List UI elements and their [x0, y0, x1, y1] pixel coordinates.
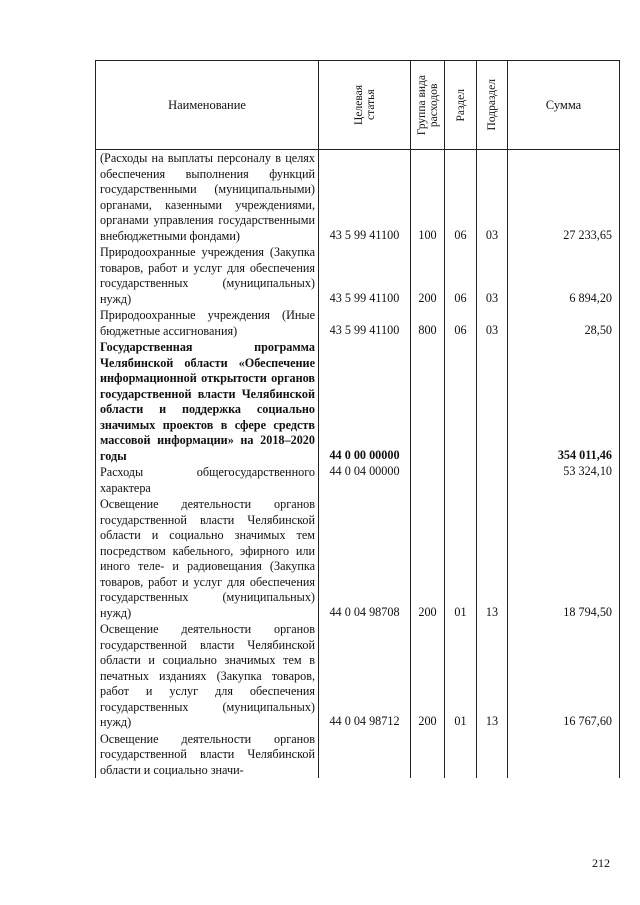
- row-name-text: Освещение деятельности органов государственной власти Челябинской области и социально значи-: [100, 731, 315, 777]
- header-section: Раздел: [454, 88, 467, 122]
- row-name: [96, 244, 319, 307]
- row-target-article-text: 44 0 04 98708: [329, 604, 400, 619]
- row-expense-group: [411, 339, 445, 464]
- row-name-text: Расходы общегосударственного характера: [100, 465, 315, 495]
- row-section-text: 01: [454, 714, 467, 728]
- header-subsection: Подраздел: [486, 79, 498, 131]
- row-sum-text: 18 794,50: [563, 604, 612, 619]
- row-name-text: Природоохранные учреждения (Закупка товаров, работ и услуг для обеспечения государственных (муниципальных) нужд): [100, 245, 315, 306]
- table-row: [96, 621, 619, 731]
- row-sum: [508, 307, 619, 339]
- row-name-text: Освещение деятельности органов государственной власти Челябинской области и социально значимых тем в печатных изданиях (Закупка товаров, работ и услуг для обеспечения государственных (муниципальных) нужд): [100, 622, 315, 729]
- row-expense-group-text: 200: [418, 604, 437, 619]
- row-expense-group: [411, 496, 445, 621]
- row-sum: [508, 731, 619, 779]
- row-sum-text: 6 894,20: [569, 290, 612, 305]
- row-name-text: Освещение деятельности органов государственной власти Челябинской области и социально значимых тем посредством кабельного, эфирного или иного теле- и радиовещания (Закупка товаров, работ и услуг для обеспечения государственных (муниципальных) нужд): [100, 497, 315, 620]
- row-subsection-text: 03: [485, 322, 499, 337]
- row-sum: [508, 621, 619, 731]
- row-subsection-text: 03: [485, 290, 499, 305]
- budget-table: [95, 60, 620, 778]
- row-subsection: [477, 731, 508, 779]
- table-row: [96, 244, 619, 307]
- row-sum: [508, 496, 619, 621]
- row-name: [96, 307, 319, 339]
- row-subsection: [477, 621, 508, 731]
- table-row: [96, 496, 619, 621]
- row-section-text: 06: [454, 322, 467, 337]
- row-section: [445, 621, 477, 731]
- row-section: [445, 244, 477, 307]
- row-expense-group-text: 800: [418, 322, 437, 337]
- row-section-text: 01: [454, 604, 467, 619]
- row-section: [445, 496, 477, 621]
- row-name-text: Природоохранные учреждения (Иные бюджетные ассигнования): [100, 308, 315, 338]
- row-target-article-text: 43 5 99 41100: [329, 227, 400, 242]
- header-target-article: Целевая статья: [352, 85, 377, 125]
- table-body: [96, 150, 619, 778]
- row-sum: [508, 244, 619, 307]
- row-section: [445, 339, 477, 464]
- row-name-text: (Расходы на выплаты персоналу в целях обеспечения выполнения функций государственными (муниципальными) органами, казенными учреждениями, органами управления государственными внебюджетными фондами): [100, 151, 315, 243]
- row-section-text: 06: [454, 290, 467, 305]
- row-sum-text: 27 233,65: [563, 227, 612, 242]
- row-expense-group: [411, 621, 445, 731]
- row-name: [96, 496, 319, 621]
- table-row: [96, 731, 619, 779]
- table-row: [96, 464, 619, 496]
- row-subsection: [477, 339, 508, 464]
- row-target-article-text: 43 5 99 41100: [329, 290, 400, 305]
- row-target-article: [319, 307, 411, 339]
- row-target-article-text: 44 0 00 00000: [329, 447, 400, 462]
- row-expense-group: [411, 731, 445, 779]
- header-expense-group: Группа вида расходов: [415, 74, 440, 136]
- row-target-article-text: 44 0 04 00000: [329, 464, 400, 478]
- row-target-article: [319, 150, 411, 244]
- row-target-article: [319, 621, 411, 731]
- row-sum-text: 16 767,60: [563, 714, 612, 728]
- row-target-article: [319, 464, 411, 496]
- row-subsection: [477, 244, 508, 307]
- row-expense-group-text: 100: [418, 227, 437, 242]
- row-sum: [508, 339, 619, 464]
- row-expense-group: [411, 244, 445, 307]
- row-section-text: 06: [454, 227, 467, 242]
- row-name: [96, 339, 319, 464]
- row-expense-group: [411, 464, 445, 496]
- row-target-article-text: 44 0 04 98712: [329, 714, 400, 728]
- row-section: [445, 464, 477, 496]
- header-name: Наименование: [96, 61, 319, 149]
- page-number: 212: [592, 856, 610, 870]
- row-subsection: [477, 150, 508, 244]
- row-target-article-text: 43 5 99 41100: [329, 322, 400, 337]
- row-name: [96, 150, 319, 244]
- row-subsection-text: 13: [485, 604, 499, 619]
- row-section: [445, 150, 477, 244]
- row-sum-text: 28,50: [584, 322, 612, 337]
- row-name: [96, 464, 319, 496]
- row-name: [96, 731, 319, 779]
- row-target-article: [319, 731, 411, 779]
- row-target-article: [319, 339, 411, 464]
- row-section: [445, 731, 477, 779]
- row-subsection: [477, 307, 508, 339]
- row-section: [445, 307, 477, 339]
- row-subsection-text: 03: [485, 227, 499, 242]
- table-row: [96, 307, 619, 339]
- row-expense-group-text: 200: [418, 714, 437, 728]
- row-target-article: [319, 244, 411, 307]
- row-subsection-text: 13: [485, 714, 499, 728]
- row-sum: [508, 464, 619, 496]
- row-name-text: Государственная программа Челябинской области «Обеспечение информационной открытости органов государственной власти Челябинской области и поддержка социально значимых проектов в сфере средств массовой информации» на 2018–2020 годы: [100, 340, 315, 463]
- row-name: [96, 621, 319, 731]
- row-expense-group: [411, 307, 445, 339]
- row-subsection: [477, 496, 508, 621]
- row-sum-text: 354 011,46: [557, 447, 612, 462]
- row-expense-group-text: 200: [418, 290, 437, 305]
- row-sum: [508, 150, 619, 244]
- row-sum-text: 53 324,10: [563, 464, 612, 478]
- table-row: [96, 150, 619, 244]
- table-row: [96, 339, 619, 464]
- table-header: [96, 61, 619, 150]
- row-expense-group: [411, 150, 445, 244]
- row-target-article: [319, 496, 411, 621]
- header-sum: Сумма: [545, 97, 582, 112]
- row-subsection: [477, 464, 508, 496]
